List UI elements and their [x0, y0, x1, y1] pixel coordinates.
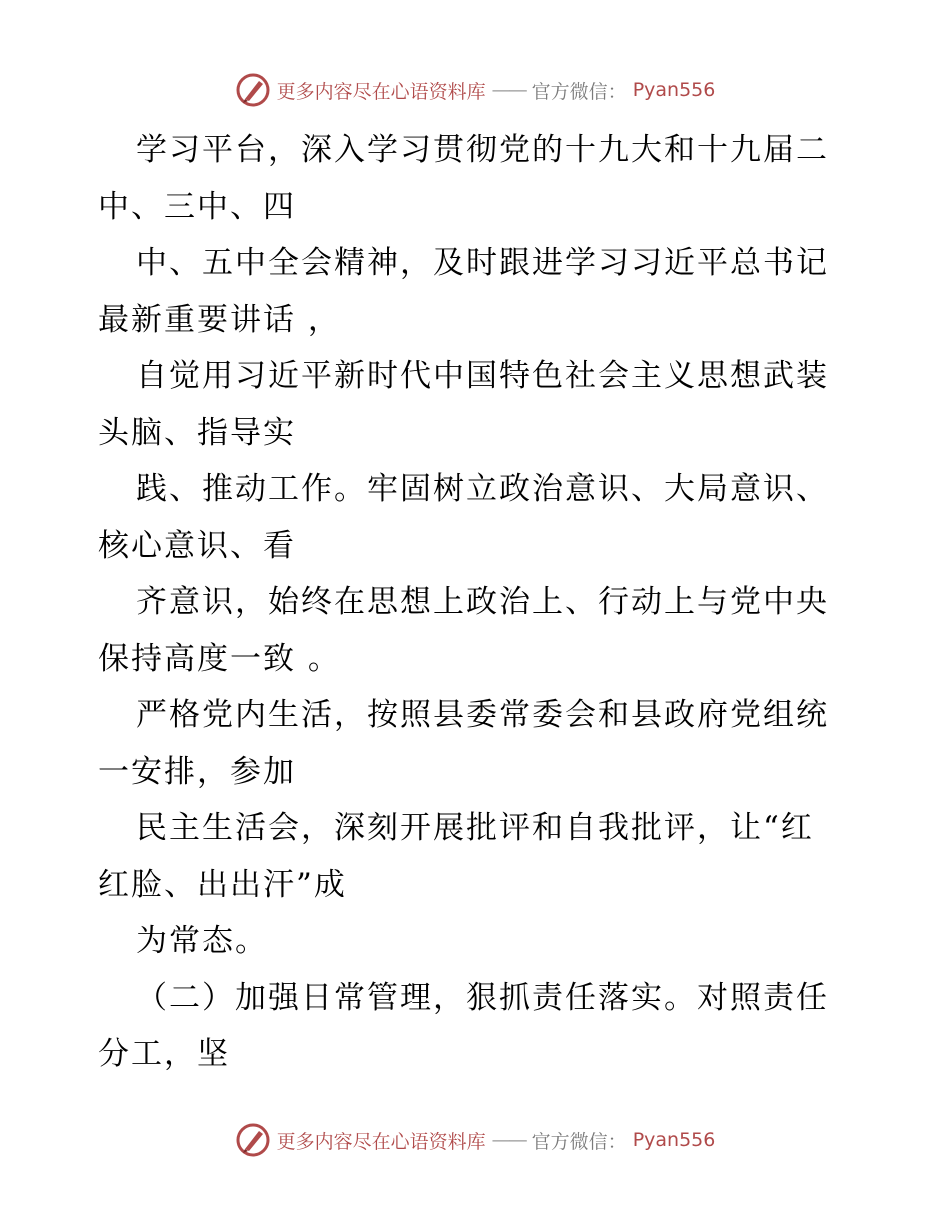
watermark-official-label: 官方微信：	[531, 80, 627, 103]
watermark-wechat-id: Pyan556	[632, 79, 716, 101]
watermark-library-text: 更多内容尽在心语资料库	[276, 80, 486, 103]
text-line: 践、推动工作。牢固树立政治意识、大局意识、	[136, 471, 829, 507]
text-line: 学习平台，深入学习贯彻党的十九大和十九届二	[136, 132, 829, 168]
header-watermark	[0, 70, 950, 110]
text-line: 分工，坚	[98, 1036, 230, 1072]
footer-watermark	[0, 1120, 950, 1160]
text-line: 齐意识，始终在思想上政治上、行动上与党中央	[136, 584, 829, 620]
text-line: 中、五中全会精神，及时跟进学习习近平总书记	[136, 245, 829, 281]
pen-circle-logo-icon	[235, 72, 271, 108]
text-line: 严格党内生活，按照县委常委会和县政府党组统	[136, 697, 829, 733]
watermark-separator: ——	[491, 79, 526, 101]
section-heading-line: （二）加强日常管理，狠抓责任落实。对照责任	[136, 979, 829, 1016]
text-line: 最新重要讲话 ，	[98, 301, 341, 338]
pen-circle-logo-icon	[235, 1122, 271, 1158]
text-line: 保持高度一致 。	[98, 640, 341, 677]
document-body	[98, 122, 858, 1083]
watermark-separator: ——	[491, 1129, 526, 1151]
watermark-library-text: 更多内容尽在心语资料库	[276, 1130, 486, 1153]
watermark-wechat-id: Pyan556	[632, 1129, 716, 1151]
text-line: 红脸、出出汗”成	[98, 866, 347, 903]
text-line: 自觉用习近平新时代中国特色社会主义思想武装	[136, 358, 829, 394]
text-line: 中、三中、四	[98, 188, 296, 225]
text-line: 核心意识、看	[98, 527, 296, 564]
text-line: 民主生活会，深刻开展批评和自我批评，让“红	[136, 810, 814, 846]
text-line: 为常态。	[136, 923, 268, 959]
text-line: 头脑、指导实	[98, 414, 296, 451]
text-line: 一安排，参加	[98, 753, 296, 790]
watermark-official-label: 官方微信：	[531, 1130, 627, 1153]
